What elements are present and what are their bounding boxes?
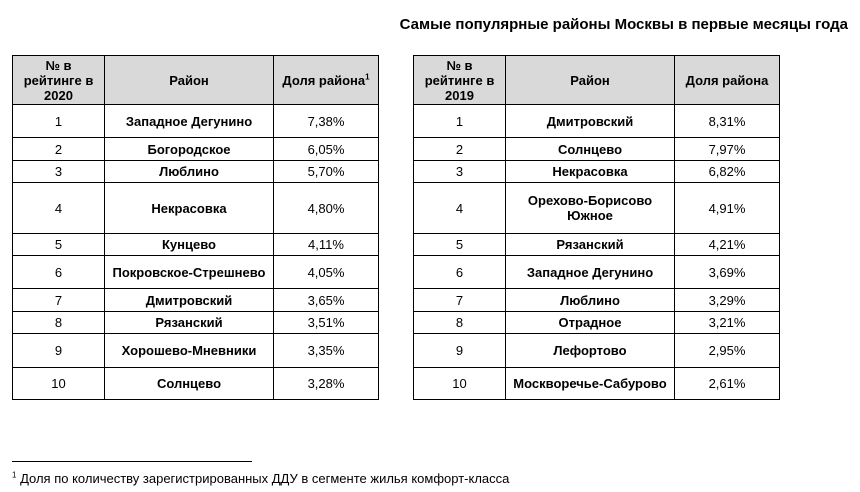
- share-cell: 2,95%: [675, 334, 780, 368]
- table-row: [414, 368, 780, 400]
- rank-cell: 2: [13, 138, 105, 161]
- rank-cell: 9: [414, 334, 506, 368]
- share-cell: 3,35%: [274, 334, 379, 368]
- rank-cell: 10: [13, 368, 105, 400]
- share-cell: 3,29%: [675, 289, 780, 312]
- ranking-table-2019: [413, 55, 780, 400]
- share-cell: 5,70%: [274, 161, 379, 183]
- table-row: [414, 289, 780, 312]
- table-row: [13, 138, 379, 161]
- district-cell: Западное Дегунино: [506, 256, 675, 289]
- table-row: [414, 138, 780, 161]
- district-cell: Орехово-Борисово Южное: [506, 183, 675, 234]
- ranking-table-2020: [12, 55, 379, 400]
- share-cell: 8,31%: [675, 105, 780, 138]
- footnote-text: Доля по количеству зарегистрированных ДДУ в сегменте жилья комфорт-класса: [16, 471, 510, 486]
- header-rank: № в рейтинге в 2019: [414, 56, 506, 105]
- rank-cell: 4: [414, 183, 506, 234]
- table-row: [414, 312, 780, 334]
- footnote: [12, 471, 509, 486]
- district-cell: Солнцево: [105, 368, 274, 400]
- rank-cell: 3: [13, 161, 105, 183]
- table-row: [13, 312, 379, 334]
- share-cell: 3,21%: [675, 312, 780, 334]
- page-title: Самые популярные районы Москвы в первые месяцы года: [399, 16, 848, 33]
- district-cell: Хорошево-Мневники: [105, 334, 274, 368]
- district-cell: Москворечье-Сабурово: [506, 368, 675, 400]
- rank-cell: 4: [13, 183, 105, 234]
- table-row: [13, 256, 379, 289]
- rank-cell: 1: [13, 105, 105, 138]
- share-cell: 3,28%: [274, 368, 379, 400]
- rank-cell: 7: [414, 289, 506, 312]
- rank-cell: 8: [13, 312, 105, 334]
- rank-cell: 3: [414, 161, 506, 183]
- district-cell: Рязанский: [105, 312, 274, 334]
- share-cell: 3,65%: [274, 289, 379, 312]
- district-cell: Богородское: [105, 138, 274, 161]
- rank-cell: 2: [414, 138, 506, 161]
- table-row: [13, 234, 379, 256]
- rank-cell: 9: [13, 334, 105, 368]
- rank-cell: 5: [13, 234, 105, 256]
- share-cell: 7,97%: [675, 138, 780, 161]
- share-cell: 2,61%: [675, 368, 780, 400]
- header-share: Доля района: [675, 56, 780, 105]
- share-cell: 6,05%: [274, 138, 379, 161]
- table-row: [13, 183, 379, 234]
- share-cell: 6,82%: [675, 161, 780, 183]
- district-cell: Западное Дегунино: [105, 105, 274, 138]
- table-row: [13, 368, 379, 400]
- header-rank: № в рейтинге в 2020: [13, 56, 105, 105]
- table-row: [414, 234, 780, 256]
- table-header-row: [414, 56, 780, 105]
- footnote-divider: [12, 461, 252, 462]
- district-cell: Дмитровский: [105, 289, 274, 312]
- table-row: [414, 256, 780, 289]
- rank-cell: 6: [414, 256, 506, 289]
- share-cell: 4,05%: [274, 256, 379, 289]
- district-cell: Некрасовка: [105, 183, 274, 234]
- share-cell: 7,38%: [274, 105, 379, 138]
- district-cell: Лефортово: [506, 334, 675, 368]
- district-cell: Рязанский: [506, 234, 675, 256]
- share-cell: 4,11%: [274, 234, 379, 256]
- table-row: [414, 183, 780, 234]
- header-share: [274, 56, 379, 105]
- table-row: [414, 334, 780, 368]
- share-cell: 4,80%: [274, 183, 379, 234]
- district-cell: Отрадное: [506, 312, 675, 334]
- footnote-marker: 1: [12, 470, 17, 480]
- table-row: [414, 105, 780, 138]
- share-cell: 4,91%: [675, 183, 780, 234]
- share-cell: 3,51%: [274, 312, 379, 334]
- rank-cell: 1: [414, 105, 506, 138]
- table-row: [13, 161, 379, 183]
- district-cell: Дмитровский: [506, 105, 675, 138]
- table-header-row: [13, 56, 379, 105]
- rank-cell: 8: [414, 312, 506, 334]
- table-row: [13, 289, 379, 312]
- header-share-label: Доля района: [282, 72, 366, 88]
- district-cell: Солнцево: [506, 138, 675, 161]
- table-row: [13, 105, 379, 138]
- rank-cell: 6: [13, 256, 105, 289]
- district-cell: Кунцево: [105, 234, 274, 256]
- footnote-marker: 1: [365, 72, 370, 82]
- header-district: Район: [506, 56, 675, 105]
- share-cell: 4,21%: [675, 234, 780, 256]
- share-cell: 3,69%: [675, 256, 780, 289]
- district-cell: Люблино: [105, 161, 274, 183]
- header-district: Район: [105, 56, 274, 105]
- table-row: [13, 334, 379, 368]
- rank-cell: 5: [414, 234, 506, 256]
- district-cell: Некрасовка: [506, 161, 675, 183]
- district-cell: Покровское-Стрешнево: [105, 256, 274, 289]
- district-cell: Люблино: [506, 289, 675, 312]
- rank-cell: 10: [414, 368, 506, 400]
- rank-cell: 7: [13, 289, 105, 312]
- table-row: [414, 161, 780, 183]
